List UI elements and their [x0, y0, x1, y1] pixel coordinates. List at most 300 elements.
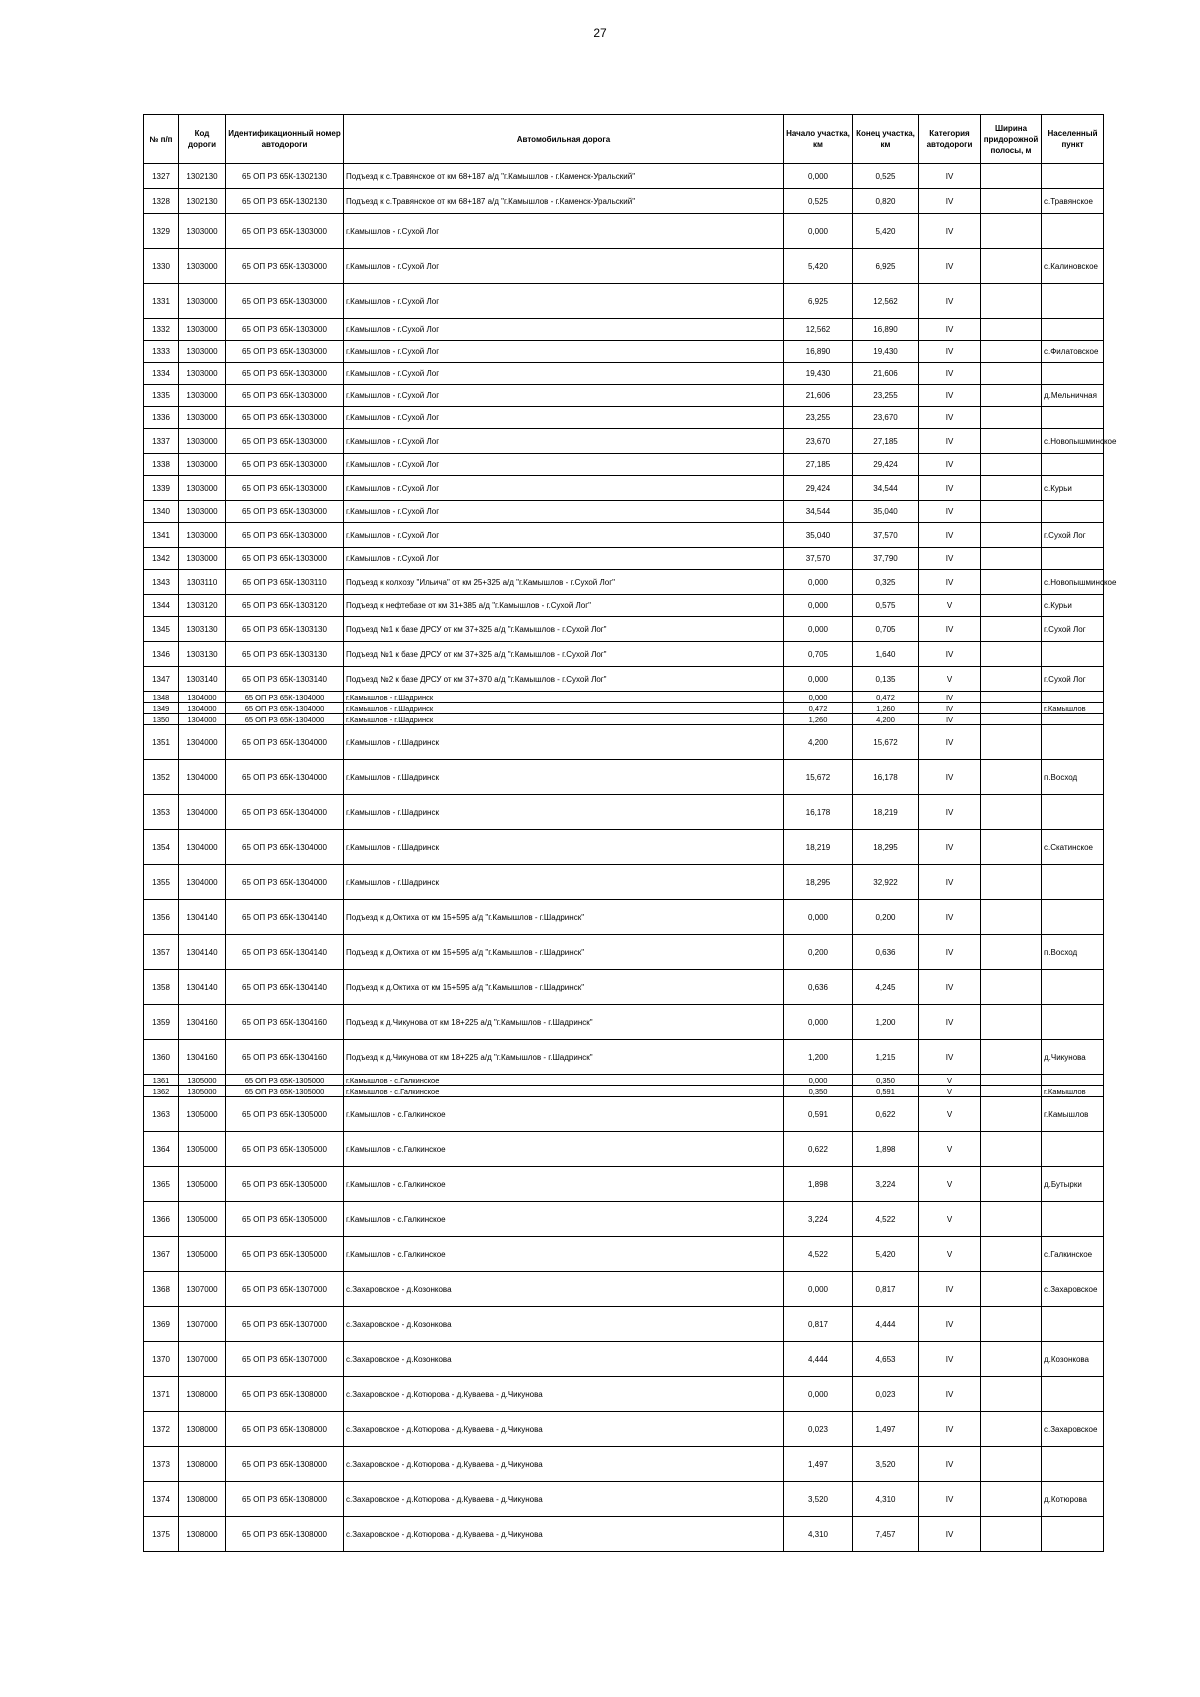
cell-num: 1373: [144, 1447, 179, 1482]
cell-end: 18,295: [853, 830, 919, 865]
table-row: [144, 795, 1104, 830]
roads-table: [143, 114, 1117, 1552]
cell-start: 16,890: [784, 341, 853, 363]
cell-ident: 65 ОП РЗ 65К-1302130: [226, 164, 344, 189]
cell-place: п.Восход: [1042, 760, 1104, 795]
cell-width: [981, 1412, 1042, 1447]
cell-place: [1042, 363, 1104, 385]
cell-start: 0,817: [784, 1307, 853, 1342]
cell-code: 1308000: [179, 1377, 226, 1412]
table-row: [144, 725, 1104, 760]
cell-code: 1304000: [179, 692, 226, 703]
cell-road: г.Камышлов - г.Шадринск: [344, 795, 784, 830]
cell-category: IV: [919, 1412, 981, 1447]
cell-code: 1304140: [179, 935, 226, 970]
cell-category: IV: [919, 642, 981, 667]
table-row: [144, 1342, 1104, 1377]
cell-end: 3,224: [853, 1167, 919, 1202]
cell-code: 1307000: [179, 1342, 226, 1377]
cell-end: 21,606: [853, 363, 919, 385]
cell-road: г.Камышлов - г.Сухой Лог: [344, 501, 784, 523]
cell-road: г.Камышлов - г.Сухой Лог: [344, 214, 784, 249]
cell-code: 1304140: [179, 970, 226, 1005]
cell-ident: 65 ОП РЗ 65К-1305000: [226, 1202, 344, 1237]
cell-road: Подъезд №1 к базе ДРСУ от км 37+325 а/д "г.Камышлов - г.Сухой Лог": [344, 642, 784, 667]
cell-road: г.Камышлов - г.Сухой Лог: [344, 341, 784, 363]
cell-start: 6,925: [784, 284, 853, 319]
cell-start: 21,606: [784, 385, 853, 407]
cell-end: 4,444: [853, 1307, 919, 1342]
table-row: [144, 1075, 1104, 1086]
cell-num: 1358: [144, 970, 179, 1005]
cell-num: 1348: [144, 692, 179, 703]
cell-category: IV: [919, 284, 981, 319]
cell-place: д.Козонкова: [1042, 1342, 1104, 1377]
cell-start: 0,472: [784, 703, 853, 714]
cell-code: 1304160: [179, 1005, 226, 1040]
cell-end: 1,215: [853, 1040, 919, 1075]
table-row: [144, 214, 1104, 249]
page-number: 27: [593, 26, 607, 40]
cell-road: г.Камышлов - с.Галкинское: [344, 1202, 784, 1237]
cell-category: IV: [919, 570, 981, 595]
cell-category: V: [919, 1086, 981, 1097]
table-row: [144, 363, 1104, 385]
cell-start: 23,255: [784, 407, 853, 429]
cell-num: 1333: [144, 341, 179, 363]
cell-category: IV: [919, 1342, 981, 1377]
cell-place: г.Сухой Лог: [1042, 617, 1104, 642]
cell-code: 1308000: [179, 1412, 226, 1447]
cell-start: 4,310: [784, 1517, 853, 1552]
cell-width: [981, 1307, 1042, 1342]
cell-width: [981, 1097, 1042, 1132]
table-row: [144, 284, 1104, 319]
cell-start: 1,898: [784, 1167, 853, 1202]
cell-code: 1307000: [179, 1272, 226, 1307]
cell-category: IV: [919, 476, 981, 501]
table-row: [144, 617, 1104, 642]
cell-ident: 65 ОП РЗ 65К-1302130: [226, 189, 344, 214]
cell-place: [1042, 319, 1104, 341]
cell-road: г.Камышлов - г.Сухой Лог: [344, 476, 784, 501]
cell-width: [981, 1377, 1042, 1412]
cell-place: г.Камышлов: [1042, 1086, 1104, 1097]
table-row: [144, 1307, 1104, 1342]
cell-category: IV: [919, 703, 981, 714]
table-row: [144, 249, 1104, 284]
cell-end: 4,522: [853, 1202, 919, 1237]
cell-width: [981, 1272, 1042, 1307]
table-row: [144, 1377, 1104, 1412]
cell-start: 16,178: [784, 795, 853, 830]
cell-road: г.Камышлов - г.Шадринск: [344, 703, 784, 714]
cell-end: 4,200: [853, 714, 919, 725]
cell-num: 1368: [144, 1272, 179, 1307]
cell-end: 5,420: [853, 214, 919, 249]
cell-start: 23,670: [784, 429, 853, 454]
cell-category: V: [919, 595, 981, 617]
cell-end: 0,636: [853, 935, 919, 970]
cell-place: [1042, 1202, 1104, 1237]
cell-width: [981, 1517, 1042, 1552]
table-row: [144, 830, 1104, 865]
cell-category: IV: [919, 164, 981, 189]
cell-place: [1042, 1447, 1104, 1482]
table-row: [144, 454, 1104, 476]
cell-start: 3,224: [784, 1202, 853, 1237]
cell-start: 1,200: [784, 1040, 853, 1075]
cell-start: 0,591: [784, 1097, 853, 1132]
cell-ident: 65 ОП РЗ 65К-1308000: [226, 1517, 344, 1552]
cell-start: 18,219: [784, 830, 853, 865]
cell-road: г.Камышлов - г.Сухой Лог: [344, 385, 784, 407]
cell-width: [981, 548, 1042, 570]
cell-end: 37,790: [853, 548, 919, 570]
cell-num: 1327: [144, 164, 179, 189]
cell-num: 1349: [144, 703, 179, 714]
cell-start: 0,000: [784, 692, 853, 703]
cell-code: 1302130: [179, 189, 226, 214]
cell-category: V: [919, 1132, 981, 1167]
cell-category: IV: [919, 617, 981, 642]
cell-place: п.Восход: [1042, 935, 1104, 970]
cell-code: 1305000: [179, 1075, 226, 1086]
cell-start: 0,000: [784, 595, 853, 617]
cell-place: [1042, 795, 1104, 830]
cell-place: с.Калиновское: [1042, 249, 1104, 284]
cell-width: [981, 1086, 1042, 1097]
cell-code: 1304000: [179, 760, 226, 795]
cell-width: [981, 501, 1042, 523]
cell-place: г.Камышлов: [1042, 1097, 1104, 1132]
cell-category: IV: [919, 189, 981, 214]
cell-place: с.Захаровское: [1042, 1412, 1104, 1447]
cell-width: [981, 760, 1042, 795]
cell-end: 0,135: [853, 667, 919, 692]
cell-road: г.Камышлов - г.Сухой Лог: [344, 429, 784, 454]
cell-num: 1339: [144, 476, 179, 501]
cell-num: 1354: [144, 830, 179, 865]
header-place: Населенный пункт: [1042, 115, 1104, 164]
cell-width: [981, 795, 1042, 830]
cell-end: 1,898: [853, 1132, 919, 1167]
cell-road: г.Камышлов - с.Галкинское: [344, 1132, 784, 1167]
cell-place: [1042, 548, 1104, 570]
cell-num: 1330: [144, 249, 179, 284]
cell-road: Подъезд к д.Чикунова от км 18+225 а/д "г.Камышлов - г.Шадринск": [344, 1005, 784, 1040]
cell-width: [981, 667, 1042, 692]
cell-num: 1344: [144, 595, 179, 617]
cell-num: 1357: [144, 935, 179, 970]
cell-place: с.Травянское: [1042, 189, 1104, 214]
cell-code: 1307000: [179, 1307, 226, 1342]
cell-end: 15,672: [853, 725, 919, 760]
cell-code: 1308000: [179, 1517, 226, 1552]
cell-num: 1355: [144, 865, 179, 900]
cell-road: с.Захаровское - д.Котюрова - д.Куваева - д.Чикунова: [344, 1447, 784, 1482]
cell-category: IV: [919, 1005, 981, 1040]
cell-num: 1328: [144, 189, 179, 214]
header-start: Начало участка, км: [784, 115, 853, 164]
cell-start: 5,420: [784, 249, 853, 284]
cell-num: 1337: [144, 429, 179, 454]
cell-code: 1303000: [179, 319, 226, 341]
cell-category: IV: [919, 454, 981, 476]
cell-width: [981, 692, 1042, 703]
cell-width: [981, 1342, 1042, 1377]
header-width: Ширина придорожной полосы, м: [981, 115, 1042, 164]
cell-place: [1042, 1517, 1104, 1552]
cell-ident: 65 ОП РЗ 65К-1305000: [226, 1075, 344, 1086]
cell-end: 4,653: [853, 1342, 919, 1377]
cell-start: 3,520: [784, 1482, 853, 1517]
cell-road: г.Камышлов - г.Сухой Лог: [344, 523, 784, 548]
table-row: [144, 642, 1104, 667]
cell-start: 37,570: [784, 548, 853, 570]
cell-end: 16,890: [853, 319, 919, 341]
cell-ident: 65 ОП РЗ 65К-1303110: [226, 570, 344, 595]
cell-category: V: [919, 1097, 981, 1132]
cell-place: [1042, 454, 1104, 476]
cell-road: Подъезд к д.Октиха от км 15+595 а/д "г.Камышлов - г.Шадринск": [344, 900, 784, 935]
cell-code: 1308000: [179, 1447, 226, 1482]
cell-ident: 65 ОП РЗ 65К-1303130: [226, 642, 344, 667]
cell-code: 1304000: [179, 714, 226, 725]
cell-num: 1374: [144, 1482, 179, 1517]
cell-num: 1353: [144, 795, 179, 830]
cell-end: 32,922: [853, 865, 919, 900]
cell-code: 1303000: [179, 284, 226, 319]
cell-category: IV: [919, 1517, 981, 1552]
cell-start: 0,000: [784, 164, 853, 189]
cell-ident: 65 ОП РЗ 65К-1307000: [226, 1272, 344, 1307]
cell-start: 0,000: [784, 214, 853, 249]
table-row: [144, 407, 1104, 429]
cell-road: г.Камышлов - г.Сухой Лог: [344, 548, 784, 570]
table-row: [144, 385, 1104, 407]
cell-ident: 65 ОП РЗ 65К-1303000: [226, 214, 344, 249]
cell-ident: 65 ОП РЗ 65К-1305000: [226, 1097, 344, 1132]
cell-category: IV: [919, 407, 981, 429]
cell-place: [1042, 865, 1104, 900]
table-row: [144, 548, 1104, 570]
cell-num: 1375: [144, 1517, 179, 1552]
cell-start: 15,672: [784, 760, 853, 795]
cell-code: 1304160: [179, 1040, 226, 1075]
cell-code: 1305000: [179, 1202, 226, 1237]
cell-place: [1042, 501, 1104, 523]
cell-width: [981, 523, 1042, 548]
table-row: [144, 341, 1104, 363]
cell-ident: 65 ОП РЗ 65К-1303000: [226, 454, 344, 476]
cell-end: 16,178: [853, 760, 919, 795]
cell-num: 1336: [144, 407, 179, 429]
cell-start: 0,350: [784, 1086, 853, 1097]
cell-place: с.Захаровское: [1042, 1272, 1104, 1307]
cell-num: 1365: [144, 1167, 179, 1202]
table-row: [144, 1517, 1104, 1552]
cell-ident: 65 ОП РЗ 65К-1303000: [226, 429, 344, 454]
cell-category: V: [919, 1167, 981, 1202]
cell-num: 1343: [144, 570, 179, 595]
table-row: [144, 900, 1104, 935]
cell-code: 1303000: [179, 385, 226, 407]
cell-end: 23,670: [853, 407, 919, 429]
cell-num: 1346: [144, 642, 179, 667]
cell-start: 1,260: [784, 714, 853, 725]
cell-end: 6,925: [853, 249, 919, 284]
table-row: [144, 1086, 1104, 1097]
cell-place: д.Чикунова: [1042, 1040, 1104, 1075]
cell-code: 1303000: [179, 214, 226, 249]
cell-category: IV: [919, 900, 981, 935]
cell-place: д.Мельничная: [1042, 385, 1104, 407]
header-end: Конец участка, км: [853, 115, 919, 164]
cell-end: 0,817: [853, 1272, 919, 1307]
cell-end: 37,570: [853, 523, 919, 548]
cell-place: [1042, 164, 1104, 189]
cell-ident: 65 ОП РЗ 65К-1304000: [226, 830, 344, 865]
cell-code: 1303000: [179, 407, 226, 429]
header-code: Код дороги: [179, 115, 226, 164]
cell-road: Подъезд к нефтебазе от км 31+385 а/д "г.Камышлов - г.Сухой Лог": [344, 595, 784, 617]
cell-code: 1303000: [179, 476, 226, 501]
cell-category: IV: [919, 523, 981, 548]
cell-width: [981, 429, 1042, 454]
cell-start: 0,000: [784, 900, 853, 935]
cell-road: Подъезд к с.Травянское от км 68+187 а/д "г.Камышлов - г.Каменск-Уральский": [344, 164, 784, 189]
cell-place: г.Камышлов: [1042, 703, 1104, 714]
cell-width: [981, 1167, 1042, 1202]
table-header-row: [144, 115, 1104, 164]
cell-start: 12,562: [784, 319, 853, 341]
cell-num: 1361: [144, 1075, 179, 1086]
cell-num: 1367: [144, 1237, 179, 1272]
table-row: [144, 1167, 1104, 1202]
cell-ident: 65 ОП РЗ 65К-1305000: [226, 1086, 344, 1097]
cell-code: 1304140: [179, 900, 226, 935]
cell-num: 1340: [144, 501, 179, 523]
cell-width: [981, 284, 1042, 319]
cell-num: 1338: [144, 454, 179, 476]
cell-place: [1042, 1132, 1104, 1167]
cell-start: 4,444: [784, 1342, 853, 1377]
cell-num: 1350: [144, 714, 179, 725]
cell-category: IV: [919, 363, 981, 385]
cell-width: [981, 476, 1042, 501]
cell-road: Подъезд к с.Травянское от км 68+187 а/д "г.Камышлов - г.Каменск-Уральский": [344, 189, 784, 214]
table-row: [144, 1005, 1104, 1040]
cell-end: 4,310: [853, 1482, 919, 1517]
cell-end: 0,472: [853, 692, 919, 703]
cell-code: 1305000: [179, 1097, 226, 1132]
cell-place: с.Новопышминское: [1042, 570, 1104, 595]
cell-place: д.Котюрова: [1042, 1482, 1104, 1517]
cell-road: Подъезд к д.Чикунова от км 18+225 а/д "г.Камышлов - г.Шадринск": [344, 1040, 784, 1075]
cell-num: 1352: [144, 760, 179, 795]
cell-place: [1042, 642, 1104, 667]
cell-start: 0,000: [784, 667, 853, 692]
cell-end: 0,591: [853, 1086, 919, 1097]
cell-road: г.Камышлов - г.Сухой Лог: [344, 363, 784, 385]
table-row: [144, 714, 1104, 725]
cell-road: с.Захаровское - д.Козонкова: [344, 1307, 784, 1342]
cell-num: 1347: [144, 667, 179, 692]
cell-width: [981, 1132, 1042, 1167]
cell-road: г.Камышлов - с.Галкинское: [344, 1097, 784, 1132]
cell-road: с.Захаровское - д.Котюрова - д.Куваева - д.Чикунова: [344, 1517, 784, 1552]
cell-road: с.Захаровское - д.Котюрова - д.Куваева - д.Чикунова: [344, 1377, 784, 1412]
cell-place: с.Филатовское: [1042, 341, 1104, 363]
cell-code: 1302130: [179, 164, 226, 189]
cell-end: 35,040: [853, 501, 919, 523]
cell-end: 1,497: [853, 1412, 919, 1447]
cell-start: 4,522: [784, 1237, 853, 1272]
table-row: [144, 865, 1104, 900]
cell-category: IV: [919, 1377, 981, 1412]
cell-start: 0,000: [784, 1272, 853, 1307]
table-row: [144, 595, 1104, 617]
cell-num: 1329: [144, 214, 179, 249]
cell-width: [981, 642, 1042, 667]
cell-place: [1042, 1075, 1104, 1086]
cell-width: [981, 1040, 1042, 1075]
cell-place: [1042, 714, 1104, 725]
cell-start: 34,544: [784, 501, 853, 523]
cell-end: 0,575: [853, 595, 919, 617]
cell-end: 0,820: [853, 189, 919, 214]
cell-place: г.Сухой Лог: [1042, 523, 1104, 548]
cell-category: IV: [919, 1447, 981, 1482]
cell-category: IV: [919, 865, 981, 900]
cell-category: IV: [919, 970, 981, 1005]
cell-num: 1360: [144, 1040, 179, 1075]
cell-width: [981, 319, 1042, 341]
table-row: [144, 1272, 1104, 1307]
cell-code: 1303130: [179, 617, 226, 642]
table-row: [144, 667, 1104, 692]
cell-road: Подъезд №1 к базе ДРСУ от км 37+325 а/д "г.Камышлов - г.Сухой Лог": [344, 617, 784, 642]
cell-ident: 65 ОП РЗ 65К-1304140: [226, 970, 344, 1005]
cell-category: IV: [919, 501, 981, 523]
cell-code: 1303130: [179, 642, 226, 667]
table-body: [144, 164, 1117, 1552]
cell-start: 0,000: [784, 1075, 853, 1086]
cell-width: [981, 900, 1042, 935]
cell-category: IV: [919, 249, 981, 284]
cell-width: [981, 407, 1042, 429]
cell-code: 1304000: [179, 703, 226, 714]
table-row: [144, 1237, 1104, 1272]
cell-place: [1042, 1307, 1104, 1342]
cell-road: г.Камышлов - с.Галкинское: [344, 1075, 784, 1086]
cell-place: [1042, 725, 1104, 760]
cell-place: [1042, 970, 1104, 1005]
cell-end: 0,325: [853, 570, 919, 595]
cell-category: IV: [919, 714, 981, 725]
cell-end: 1,640: [853, 642, 919, 667]
cell-road: Подъезд №2 к базе ДРСУ от км 37+370 а/д "г.Камышлов - г.Сухой Лог": [344, 667, 784, 692]
table-row: [144, 164, 1104, 189]
cell-category: IV: [919, 760, 981, 795]
table-row: [144, 1447, 1104, 1482]
cell-num: 1332: [144, 319, 179, 341]
cell-road: г.Камышлов - г.Сухой Лог: [344, 249, 784, 284]
cell-ident: 65 ОП РЗ 65К-1305000: [226, 1132, 344, 1167]
cell-num: 1334: [144, 363, 179, 385]
cell-end: 5,420: [853, 1237, 919, 1272]
